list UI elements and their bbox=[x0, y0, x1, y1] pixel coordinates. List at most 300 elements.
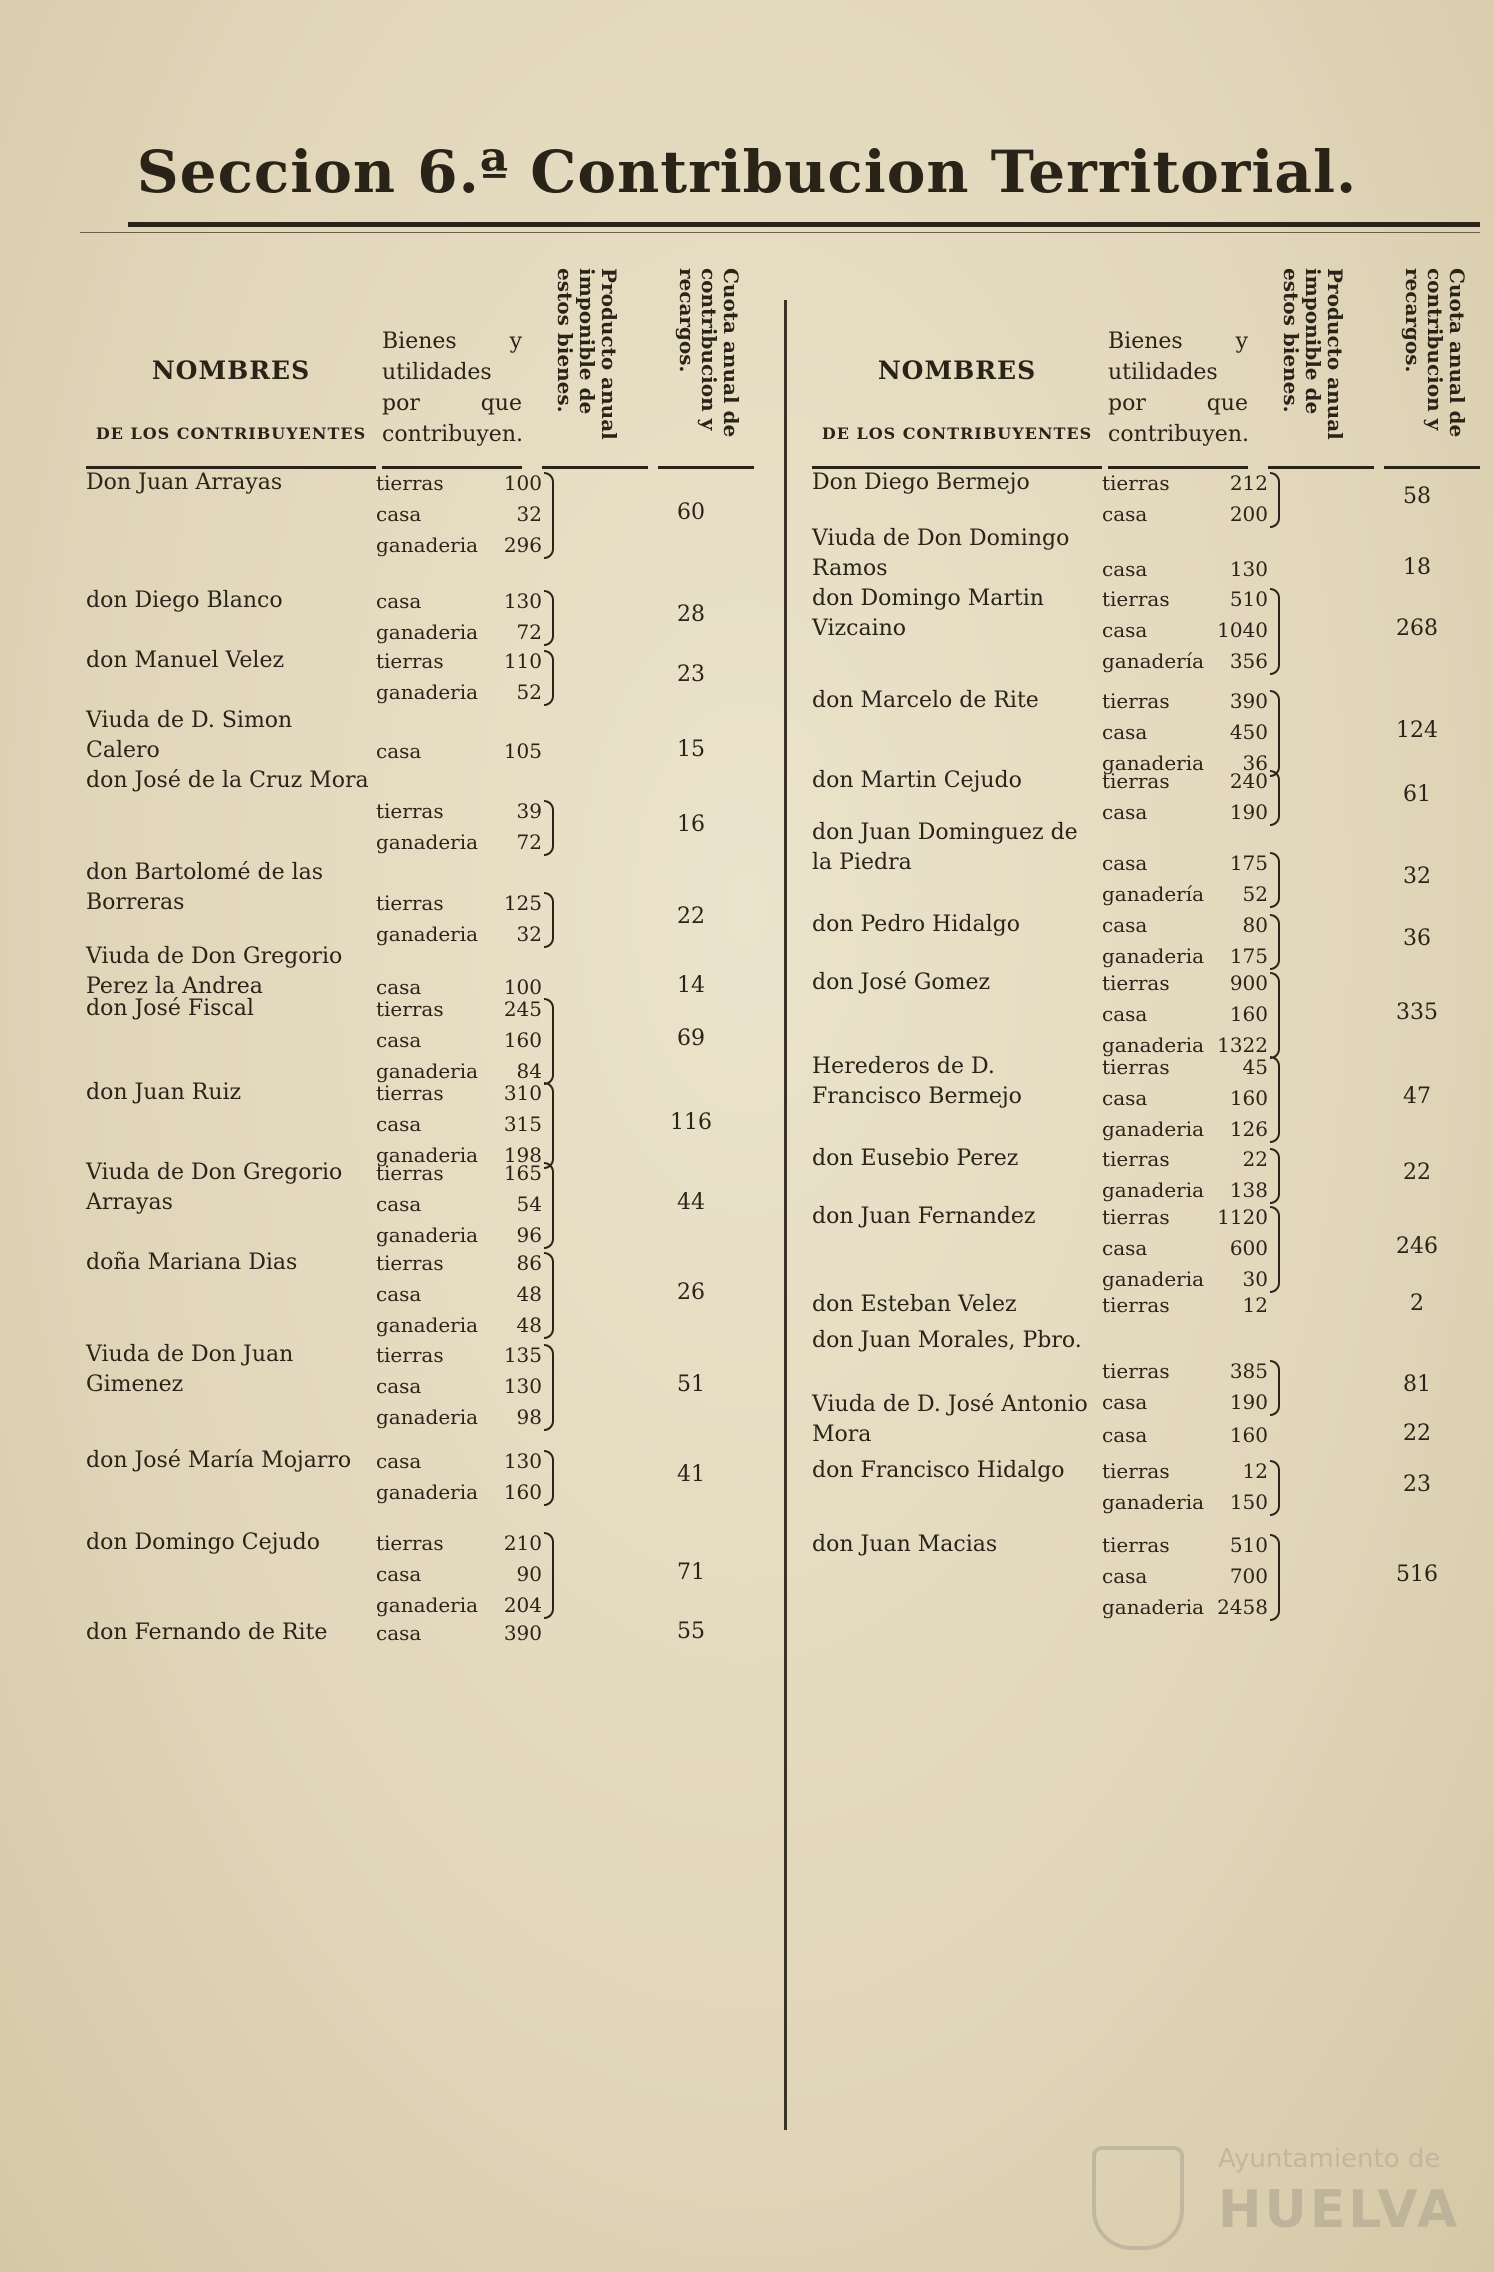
cuota-value: 28 bbox=[677, 602, 705, 627]
cuota-value: 61 bbox=[1403, 782, 1431, 807]
property-type: tierras bbox=[1102, 1147, 1170, 1171]
property-row bbox=[1102, 968, 1372, 999]
taxpayer-name: don Juan Fernandez bbox=[812, 1204, 1036, 1229]
property-list bbox=[1102, 1420, 1372, 1451]
property-list bbox=[1102, 1202, 1372, 1295]
property-type: tierras bbox=[1102, 1459, 1170, 1483]
property-row bbox=[1102, 584, 1372, 615]
property-value: 190 bbox=[1229, 800, 1268, 824]
property-row bbox=[376, 1158, 646, 1189]
property-type: casa bbox=[1102, 502, 1148, 526]
property-value: 175 bbox=[1229, 944, 1268, 968]
property-value: 212 bbox=[1229, 471, 1268, 495]
property-value: 160 bbox=[503, 1480, 542, 1504]
property-type: casa bbox=[1102, 1423, 1148, 1447]
taxpayer-name: Viuda de Don Gregorio Arrayas bbox=[86, 1160, 343, 1215]
watermark-line1: Ayuntamiento de bbox=[1218, 2144, 1441, 2174]
cuota-value: 15 bbox=[677, 736, 705, 762]
property-type: tierras bbox=[376, 1081, 444, 1105]
property-row bbox=[1102, 1387, 1372, 1418]
property-value: 198 bbox=[503, 1143, 542, 1167]
cuota-value: 116 bbox=[670, 1109, 712, 1135]
property-list bbox=[1102, 554, 1372, 585]
property-list bbox=[1102, 766, 1372, 828]
property-type: casa bbox=[376, 1374, 422, 1398]
taxpayer-name: don Eusebio Perez bbox=[812, 1146, 1019, 1171]
property-value: 135 bbox=[503, 1343, 542, 1367]
property-row bbox=[1102, 1233, 1372, 1264]
property-row bbox=[1102, 879, 1372, 910]
property-value: 210 bbox=[503, 1531, 542, 1555]
property-row bbox=[1102, 686, 1372, 717]
property-value: 98 bbox=[516, 1405, 542, 1429]
property-value: 54 bbox=[516, 1192, 542, 1216]
property-row bbox=[1102, 797, 1372, 828]
property-type: ganaderia bbox=[376, 620, 479, 644]
grouping-brace bbox=[544, 1252, 554, 1339]
property-value: 160 bbox=[1229, 1002, 1268, 1026]
taxpayer-name: don Francisco Hidalgo bbox=[812, 1458, 1065, 1483]
taxpayer-name: Viuda de Don Domingo Ramos bbox=[812, 526, 1070, 581]
cuota-value: 14 bbox=[677, 972, 705, 998]
taxpayer-name: don José Gomez bbox=[812, 970, 991, 995]
header-rule-cuota bbox=[658, 466, 754, 469]
cuota-value: 22 bbox=[1403, 1160, 1431, 1185]
property-value: 2458 bbox=[1217, 1595, 1268, 1619]
property-type: tierras bbox=[1102, 1533, 1170, 1557]
property-row bbox=[1102, 1290, 1372, 1321]
grouping-brace bbox=[544, 472, 554, 559]
property-type: casa bbox=[376, 1112, 422, 1136]
property-type: casa bbox=[1102, 1236, 1148, 1260]
grouping-brace bbox=[544, 1450, 554, 1506]
property-row bbox=[376, 1446, 646, 1477]
property-list bbox=[376, 1340, 646, 1433]
header-cuota: Cuota anual de contribucion y recargos. bbox=[675, 268, 743, 438]
property-list bbox=[1102, 1144, 1372, 1206]
taxpayer-name: don Fernando de Rite bbox=[86, 1620, 328, 1645]
property-row bbox=[1102, 1561, 1372, 1592]
property-value: 130 bbox=[503, 1374, 542, 1398]
grouping-brace bbox=[1270, 852, 1280, 908]
grouping-brace bbox=[1270, 914, 1280, 970]
property-type: casa bbox=[1102, 1390, 1148, 1414]
property-value: 96 bbox=[516, 1223, 542, 1247]
property-type: ganaderia bbox=[376, 1313, 479, 1337]
property-row bbox=[376, 530, 646, 561]
cuota-value: 23 bbox=[1403, 1472, 1431, 1497]
taxpayer-name: don José María Mojarro bbox=[86, 1448, 352, 1473]
property-value: 52 bbox=[1242, 882, 1268, 906]
property-row bbox=[1102, 554, 1372, 585]
property-value: 310 bbox=[503, 1081, 542, 1105]
property-list bbox=[1102, 1052, 1372, 1145]
property-row bbox=[1102, 1456, 1372, 1487]
grouping-brace bbox=[1270, 1148, 1280, 1204]
taxpayer-name: Don Juan Arrayas bbox=[86, 470, 283, 495]
property-value: 356 bbox=[1229, 649, 1268, 673]
property-value: 100 bbox=[503, 471, 542, 495]
property-value: 138 bbox=[1229, 1178, 1268, 1202]
property-value: 700 bbox=[1229, 1564, 1268, 1588]
property-value: 130 bbox=[503, 589, 542, 613]
cuota-value: 268 bbox=[1396, 615, 1438, 641]
cuota-value: 335 bbox=[1396, 999, 1438, 1025]
property-type: tierras bbox=[376, 1161, 444, 1185]
cuota-value: 58 bbox=[1403, 484, 1431, 509]
grouping-brace bbox=[1270, 690, 1280, 777]
property-value: 315 bbox=[503, 1112, 542, 1136]
property-type: tierras bbox=[376, 1251, 444, 1275]
property-row bbox=[376, 1590, 646, 1621]
property-value: 130 bbox=[1229, 557, 1268, 581]
taxpayer-name: don Esteban Velez bbox=[812, 1292, 1017, 1317]
property-list bbox=[376, 468, 646, 561]
cuota-value: 246 bbox=[1396, 1233, 1438, 1259]
property-type: casa bbox=[376, 1449, 422, 1473]
property-row bbox=[1102, 1487, 1372, 1518]
property-value: 100 bbox=[503, 975, 542, 999]
shield-icon bbox=[1092, 2146, 1184, 2250]
property-type: tierras bbox=[1102, 471, 1170, 495]
grouping-brace bbox=[1270, 770, 1280, 826]
property-list bbox=[376, 736, 646, 767]
property-row bbox=[376, 1402, 646, 1433]
property-value: 125 bbox=[503, 891, 542, 915]
property-type: tierras bbox=[1102, 1359, 1170, 1383]
property-type: casa bbox=[1102, 557, 1148, 581]
property-type: casa bbox=[1102, 720, 1148, 744]
property-row bbox=[1102, 1144, 1372, 1175]
property-value: 39 bbox=[516, 799, 542, 823]
header-nombres: NOMBRES bbox=[877, 356, 1037, 385]
property-row bbox=[376, 919, 646, 950]
property-value: 296 bbox=[503, 533, 542, 557]
property-list bbox=[1102, 1356, 1372, 1418]
header-producto: Producto anual imponible de estos bienes. bbox=[553, 268, 621, 440]
property-row bbox=[1102, 999, 1372, 1030]
property-value: 385 bbox=[1229, 1359, 1268, 1383]
left-header bbox=[86, 268, 766, 468]
cuota-value: 16 bbox=[677, 812, 705, 837]
property-type: casa bbox=[376, 589, 422, 613]
property-list bbox=[376, 1158, 646, 1251]
property-value: 245 bbox=[503, 997, 542, 1021]
property-row bbox=[1102, 1356, 1372, 1387]
grouping-brace bbox=[1270, 1360, 1280, 1416]
property-value: 390 bbox=[1229, 689, 1268, 713]
page-title: Seccion 6.ª Contribucion Territorial. bbox=[136, 138, 1358, 206]
property-row bbox=[376, 646, 646, 677]
property-row bbox=[376, 1559, 646, 1590]
taxpayer-name: Viuda de Don Gregorio Perez la Andrea bbox=[86, 944, 343, 999]
left-column bbox=[86, 268, 766, 1645]
header-contribuyentes: DE LOS CONTRIBUYENTES bbox=[821, 424, 1093, 443]
property-type: casa bbox=[376, 1282, 422, 1306]
property-value: 80 bbox=[1242, 913, 1268, 937]
property-value: 72 bbox=[516, 620, 542, 644]
taxpayer-name: don Juan Ruiz bbox=[86, 1080, 242, 1105]
property-value: 150 bbox=[1229, 1490, 1268, 1514]
property-row bbox=[376, 1189, 646, 1220]
taxpayer-name: don Bartolomé de las Borreras bbox=[86, 860, 324, 915]
property-type: ganaderia bbox=[1102, 1267, 1205, 1291]
property-type: tierras bbox=[1102, 689, 1170, 713]
property-row bbox=[376, 1618, 646, 1649]
property-type: casa bbox=[1102, 618, 1148, 642]
property-type: tierras bbox=[376, 1343, 444, 1367]
property-value: 204 bbox=[503, 1593, 542, 1617]
property-type: casa bbox=[1102, 913, 1148, 937]
property-list bbox=[376, 1248, 646, 1341]
property-type: ganaderia bbox=[1102, 1033, 1205, 1057]
cuota-value: 36 bbox=[1403, 926, 1431, 951]
grouping-brace bbox=[544, 998, 554, 1085]
header-rule-cuota bbox=[1384, 466, 1480, 469]
grouping-brace bbox=[1270, 972, 1280, 1059]
property-type: ganaderia bbox=[376, 1405, 479, 1429]
grouping-brace bbox=[1270, 1056, 1280, 1143]
grouping-brace bbox=[1270, 588, 1280, 675]
property-row bbox=[376, 994, 646, 1025]
taxpayer-name: don Martin Cejudo bbox=[812, 768, 1022, 793]
property-type: ganaderia bbox=[376, 1480, 479, 1504]
property-row bbox=[1102, 1052, 1372, 1083]
property-value: 900 bbox=[1229, 971, 1268, 995]
cuota-value: 55 bbox=[677, 1618, 705, 1644]
property-list bbox=[376, 994, 646, 1087]
property-row bbox=[1102, 910, 1372, 941]
property-row bbox=[376, 1528, 646, 1559]
property-type: ganaderia bbox=[376, 533, 479, 557]
property-value: 165 bbox=[503, 1161, 542, 1185]
property-value: 126 bbox=[1229, 1117, 1268, 1141]
property-row bbox=[1102, 499, 1372, 530]
header-contribuyentes: DE LOS CONTRIBUYENTES bbox=[95, 424, 367, 443]
property-value: 45 bbox=[1242, 1055, 1268, 1079]
property-value: 84 bbox=[516, 1059, 542, 1083]
taxpayer-name: Viuda de D. José Antonio Mora bbox=[812, 1392, 1088, 1447]
property-type: casa bbox=[376, 502, 422, 526]
property-type: casa bbox=[376, 975, 422, 999]
cuota-value: 22 bbox=[1403, 1420, 1431, 1446]
property-list bbox=[376, 646, 646, 708]
taxpayer-name: don Domingo Martin Vizcaino bbox=[812, 586, 1044, 641]
property-type: ganaderia bbox=[376, 680, 479, 704]
property-list bbox=[1102, 1290, 1372, 1321]
cuota-value: 26 bbox=[677, 1279, 705, 1305]
property-type: ganaderia bbox=[1102, 1117, 1205, 1141]
property-type: tierras bbox=[1102, 587, 1170, 611]
property-value: 30 bbox=[1242, 1267, 1268, 1291]
taxpayer-name: Herederos de D. Francisco Bermejo bbox=[812, 1054, 1022, 1109]
property-value: 510 bbox=[1229, 587, 1268, 611]
property-list bbox=[376, 796, 646, 858]
cuota-value: 60 bbox=[677, 499, 705, 525]
property-type: tierras bbox=[376, 649, 444, 673]
cuota-value: 2 bbox=[1410, 1290, 1424, 1316]
property-value: 1040 bbox=[1217, 618, 1268, 642]
taxpayer-name: don Diego Blanco bbox=[86, 588, 283, 613]
right-header bbox=[812, 268, 1482, 468]
watermark-stamp bbox=[1092, 2138, 1461, 2248]
property-row bbox=[376, 1220, 646, 1251]
property-value: 390 bbox=[503, 1621, 542, 1645]
property-row bbox=[376, 1310, 646, 1341]
header-producto: Producto anual imponible de estos bienes. bbox=[1279, 268, 1347, 440]
property-type: tierras bbox=[376, 1531, 444, 1555]
property-row bbox=[376, 586, 646, 617]
property-row bbox=[376, 677, 646, 708]
property-row bbox=[376, 617, 646, 648]
grouping-brace bbox=[1270, 1460, 1280, 1516]
grouping-brace bbox=[544, 1344, 554, 1431]
property-list bbox=[1102, 968, 1372, 1061]
right-column bbox=[812, 268, 1482, 1619]
property-type: ganaderia bbox=[1102, 751, 1205, 775]
taxpayer-name: don Domingo Cejudo bbox=[86, 1530, 320, 1555]
property-list bbox=[376, 1528, 646, 1621]
grouping-brace bbox=[544, 1162, 554, 1249]
property-value: 52 bbox=[516, 680, 542, 704]
property-value: 160 bbox=[1229, 1423, 1268, 1447]
grouping-brace bbox=[544, 1532, 554, 1619]
property-value: 48 bbox=[516, 1282, 542, 1306]
cuota-value: 23 bbox=[677, 662, 705, 687]
property-value: 1322 bbox=[1217, 1033, 1268, 1057]
cuota-value: 81 bbox=[1403, 1372, 1431, 1397]
property-list bbox=[1102, 468, 1372, 530]
property-value: 190 bbox=[1229, 1390, 1268, 1414]
property-list bbox=[1102, 584, 1372, 677]
property-row bbox=[376, 1279, 646, 1310]
property-type: ganaderia bbox=[376, 1059, 479, 1083]
property-value: 12 bbox=[1242, 1293, 1268, 1317]
property-value: 600 bbox=[1229, 1236, 1268, 1260]
property-type: casa bbox=[1102, 1086, 1148, 1110]
property-list bbox=[376, 1446, 646, 1508]
taxpayer-name: don Marcelo de Rite bbox=[812, 688, 1039, 713]
property-row bbox=[376, 796, 646, 827]
property-row bbox=[376, 1477, 646, 1508]
property-list bbox=[1102, 848, 1372, 910]
property-type: tierras bbox=[376, 891, 444, 915]
grouping-brace bbox=[544, 1082, 554, 1169]
property-row bbox=[376, 499, 646, 530]
property-type: ganadería bbox=[1102, 649, 1205, 673]
property-value: 86 bbox=[516, 1251, 542, 1275]
property-type: tierras bbox=[376, 799, 444, 823]
taxpayer-name: don Juan Dominguez de la Piedra bbox=[812, 820, 1078, 875]
property-value: 48 bbox=[516, 1313, 542, 1337]
property-type: casa bbox=[1102, 1002, 1148, 1026]
cuota-value: 69 bbox=[677, 1025, 705, 1051]
property-row bbox=[1102, 1592, 1372, 1623]
taxpayer-name: Viuda de D. Simon Calero bbox=[86, 708, 293, 763]
grouping-brace bbox=[544, 590, 554, 646]
property-list bbox=[1102, 1456, 1372, 1518]
property-row bbox=[1102, 1202, 1372, 1233]
property-value: 72 bbox=[516, 830, 542, 854]
property-type: tierras bbox=[376, 471, 444, 495]
taxpayer-name: don José Fiscal bbox=[86, 996, 254, 1021]
property-type: tierras bbox=[1102, 1293, 1170, 1317]
property-row bbox=[1102, 1530, 1372, 1561]
property-row bbox=[376, 468, 646, 499]
property-row bbox=[1102, 848, 1372, 879]
cuota-value: 18 bbox=[1403, 554, 1431, 580]
grouping-brace bbox=[544, 892, 554, 948]
taxpayer-name: doña Mariana Dias bbox=[86, 1250, 298, 1275]
property-list bbox=[376, 888, 646, 950]
property-row bbox=[1102, 468, 1372, 499]
taxpayer-name: don Juan Macias bbox=[812, 1532, 998, 1557]
property-value: 22 bbox=[1242, 1147, 1268, 1171]
header-nombres: NOMBRES bbox=[151, 356, 311, 385]
property-type: tierras bbox=[1102, 971, 1170, 995]
property-value: 32 bbox=[516, 922, 542, 946]
property-type: ganaderia bbox=[376, 1593, 479, 1617]
title-rule-thin bbox=[80, 232, 1480, 233]
property-value: 36 bbox=[1242, 751, 1268, 775]
property-row bbox=[376, 1109, 646, 1140]
watermark-line2: HUELVA bbox=[1218, 2180, 1461, 2240]
grouping-brace bbox=[1270, 472, 1280, 528]
property-value: 510 bbox=[1229, 1533, 1268, 1557]
grouping-brace bbox=[544, 650, 554, 706]
property-type: ganadería bbox=[1102, 882, 1205, 906]
column-divider bbox=[784, 300, 787, 2130]
cuota-value: 47 bbox=[1403, 1083, 1431, 1109]
cuota-value: 22 bbox=[677, 904, 705, 929]
cuota-value: 124 bbox=[1396, 717, 1438, 743]
property-value: 90 bbox=[516, 1562, 542, 1586]
property-list bbox=[376, 586, 646, 648]
property-value: 12 bbox=[1242, 1459, 1268, 1483]
property-value: 110 bbox=[503, 649, 542, 673]
cuota-value: 51 bbox=[677, 1371, 705, 1397]
cuota-value: 32 bbox=[1403, 864, 1431, 889]
property-type: ganaderia bbox=[1102, 1595, 1205, 1619]
property-type: casa bbox=[376, 1192, 422, 1216]
property-value: 160 bbox=[1229, 1086, 1268, 1110]
property-row bbox=[376, 736, 646, 767]
property-type: casa bbox=[376, 1621, 422, 1645]
property-type: casa bbox=[1102, 851, 1148, 875]
property-row bbox=[376, 1340, 646, 1371]
cuota-value: 71 bbox=[677, 1559, 705, 1585]
property-row bbox=[1102, 1420, 1372, 1451]
property-type: ganaderia bbox=[1102, 944, 1205, 968]
property-type: casa bbox=[1102, 1564, 1148, 1588]
property-value: 450 bbox=[1229, 720, 1268, 744]
property-type: tierras bbox=[1102, 1055, 1170, 1079]
cuota-value: 516 bbox=[1396, 1561, 1438, 1587]
property-row bbox=[1102, 615, 1372, 646]
property-type: casa bbox=[376, 1562, 422, 1586]
property-row bbox=[1102, 766, 1372, 797]
property-type: ganaderia bbox=[376, 1143, 479, 1167]
property-value: 160 bbox=[503, 1028, 542, 1052]
header-cuota: Cuota anual de contribucion y recargos. bbox=[1401, 268, 1469, 438]
taxpayer-name: don José de la Cruz Mora bbox=[86, 768, 369, 793]
property-value: 105 bbox=[503, 739, 542, 763]
property-row bbox=[376, 827, 646, 858]
taxpayer-name: don Juan Morales, Pbro. bbox=[812, 1328, 1082, 1353]
title-rule bbox=[128, 222, 1480, 227]
property-type: tierras bbox=[1102, 1205, 1170, 1229]
header-bienes: Bienes y utilidades por que contribuyen. bbox=[1108, 329, 1249, 447]
